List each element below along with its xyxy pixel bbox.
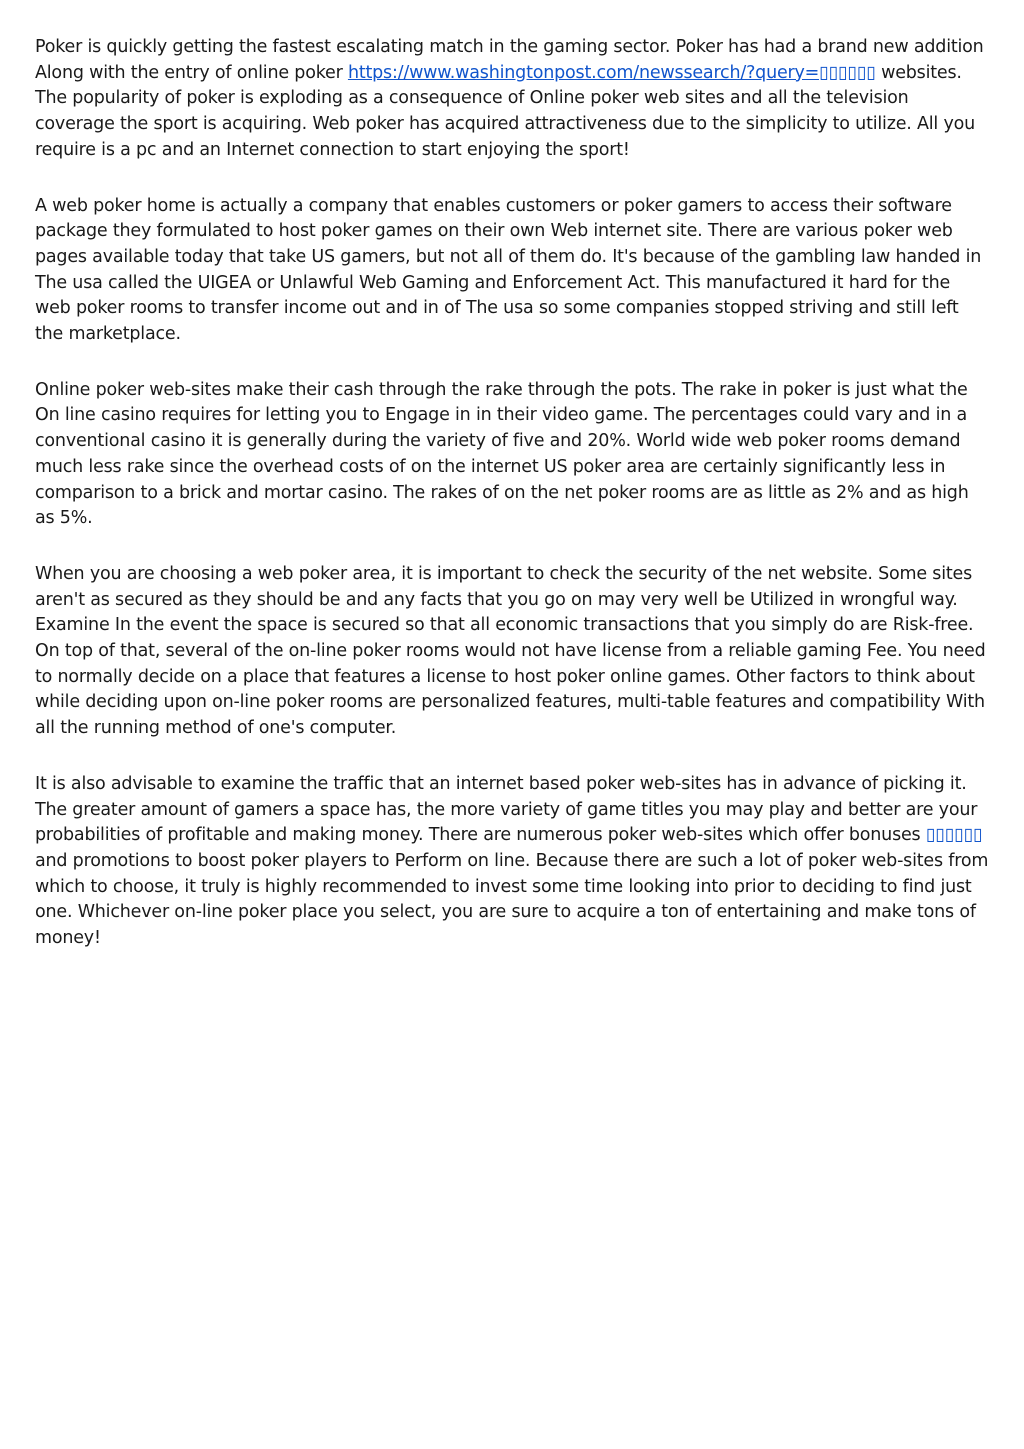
- paragraph-traffic: [35, 772, 990, 952]
- bonuses-link[interactable]: ▯▯▯▯▯▯: [925, 825, 983, 846]
- paragraph-rake: Online poker web-sites make their cash through the rake through the pots. The rake in poker is just what the On line casino requires for letting you to Engage in in their video game. The percentages could vary and in a conventional casino it is generally during the variety of five and 20%. World wide web poker rooms demand much less rake since the overhead costs of on the internet US poker area are certainly significantly less in comparison to a brick and mortar casino. The rakes of on the net poker rooms are as little as 2% and as high as 5%.: [35, 379, 969, 529]
- paragraph-traffic-text-before: It is also advisable to examine the traffic that an internet based poker web-sites has in advance of picking it. The greater amount of gamers a space has, the more variety of game titles you may play and better are your probabilities of profitable and making money. There are numerous poker web-sites which offer bonuses: [35, 773, 978, 846]
- paragraph-intro: [35, 35, 990, 164]
- document-body: [35, 35, 990, 982]
- washingtonpost-search-link[interactable]: https://www.washingtonpost.com/newssearch/?query=▯▯▯▯▯▯: [347, 62, 876, 83]
- paragraph-poker-home: A web poker home is actually a company that enables customers or poker gamers to access their software package they formulated to host poker games on their own Web internet site. There are various poker web pages available today that take US gamers, but not all of them do. It's because of the gambling law handed in The usa called the UIGEA or Unlawful Web Gaming and Enforcement Act. This manufactured it hard for the web poker rooms to transfer income out and in of The usa so some companies stopped striving and still left the marketplace.: [35, 195, 982, 345]
- paragraph-intro-text-after: websites. The popularity of poker is exploding as a consequence of Online poker web sites and all the television coverage the sport is acquiring. Web poker has acquired attractiveness due to the simplicity to utilize. All you require is a pc and an Internet connection to start enjoying the sport!: [35, 62, 976, 160]
- paragraph-traffic-text-after: and promotions to boost poker players to Perform on line. Because there are such a lot of poker web-sites from which to choose, it truly is highly recommended to invest some time looking into prior to deciding to find just one. Whichever on-line poker place you select, you are sure to acquire a ton of entertaining and make tons of money!: [35, 850, 989, 949]
- paragraph-intro-text-before: Poker is quickly getting the fastest escalating match in the gaming sector. Poker has had a brand new addition Along with the entry of online poker: [35, 37, 984, 83]
- paragraph-security: When you are choosing a web poker area, it is important to check the security of the net website. Some sites aren't as secured as they should be and any facts that you go on may very well be Utilized in wrongful way. Examine In the event the space is secured so that all economic transactions that you simply do are Risk-free. On top of that, several of the on-line poker rooms would not have license from a reliable gaming Fee. You need to normally decide on a place that features a license to host poker online games. Other factors to think about while deciding upon on-line poker rooms are personalized features, multi-table features and compatibility With all the running method of one's computer.: [35, 563, 986, 739]
